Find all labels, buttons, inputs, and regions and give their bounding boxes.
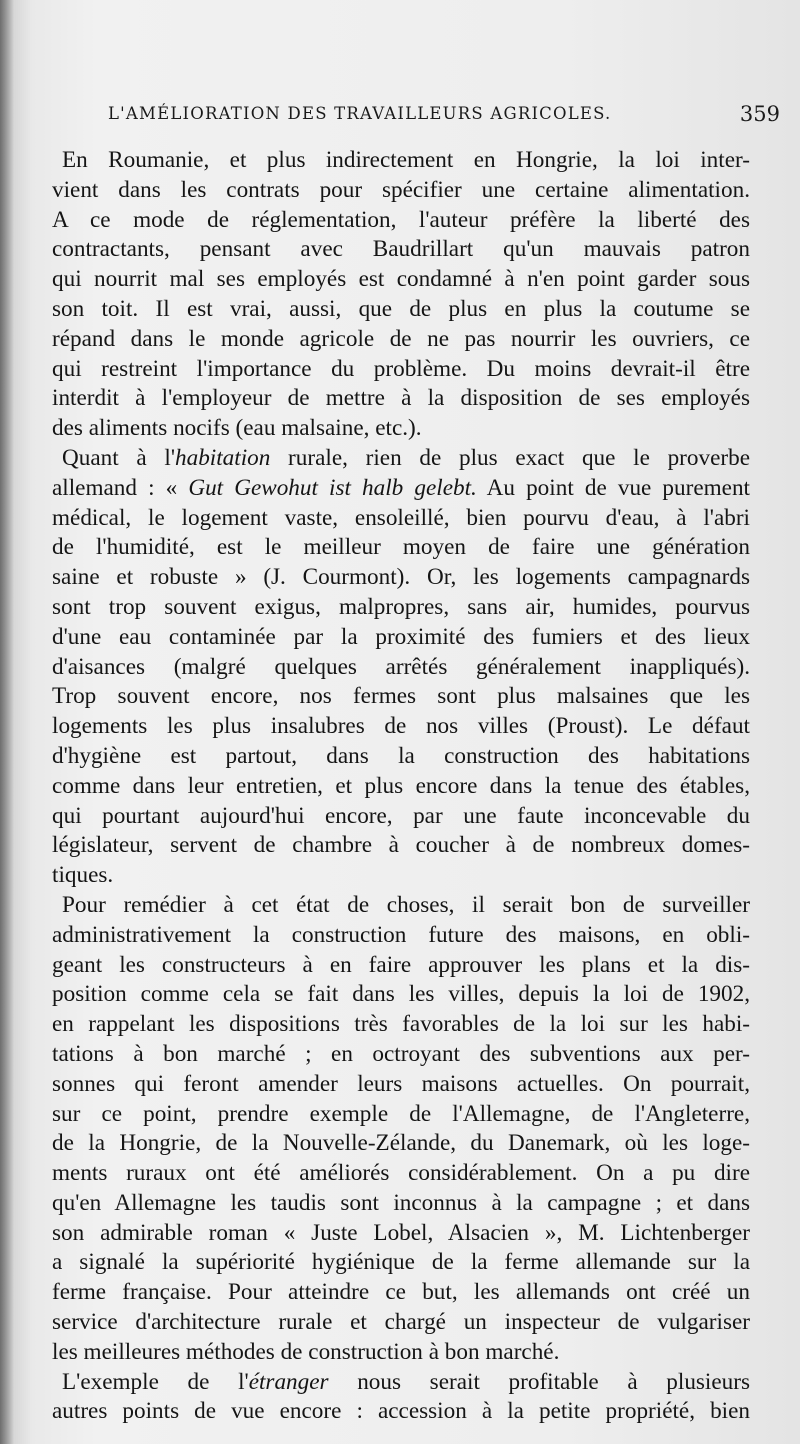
text-line: service d'architecture rurale et chargé un inspecteur de vulgariser	[52, 1309, 750, 1336]
text-line: A ce mode de réglementation, l'auteur préfère la liberté des	[52, 206, 750, 233]
text-line: sur ce point, prendre exemple de l'Allemagne, de l'Angleterre,	[52, 1100, 750, 1127]
italic-text: Gut Gewohut ist halb gelebt.	[188, 474, 477, 501]
text-line: législateur, servent de chambre à coucher à de nombreux domes-	[52, 832, 750, 859]
italic-text: étranger	[248, 1368, 329, 1395]
text-line	[52, 1368, 750, 1398]
running-head	[108, 100, 788, 130]
text-line: qui restreint l'importance du problème. Du moins devrait-il être	[52, 355, 750, 382]
text-line: son toit. Il est vrai, aussi, que de plus en plus la coutume se	[52, 295, 750, 322]
text-line: de la Hongrie, de la Nouvelle-Zélande, du Danemark, où les loge-	[52, 1130, 750, 1157]
running-head-title: L'AMÉLIORATION DES TRAVAILLEURS AGRICOLES.	[108, 104, 612, 123]
text-segment: L'exemple de l'	[62, 1368, 249, 1395]
text-line: qui pourtant aujourd'hui encore, par une faute inconcevable du	[52, 802, 750, 829]
text-line: qu'en Allemagne les taudis sont inconnus à la campagne ; et dans	[52, 1189, 750, 1216]
text-line: d'une eau contaminée par la proximité des fumiers et des lieux	[52, 623, 750, 650]
text-line: En Roumanie, et plus indirectement en Hongrie, la loi inter-	[62, 147, 750, 173]
text-line: Pour remédier à cet état de choses, il serait bon de surveiller	[62, 891, 750, 918]
text-line: sont trop souvent exigus, malpropres, sans air, humides, pourvus	[52, 593, 750, 620]
text-line: en rappelant les dispositions très favorables de la loi sur les habi-	[52, 1011, 750, 1038]
body-text	[52, 146, 750, 1427]
text-line: d'hygiène est partout, dans la construction des habitations	[52, 742, 750, 769]
text-line: d'aisances (malgré quelques arrêtés généralement inappliqués).	[52, 653, 750, 680]
text-line: comme dans leur entretien, et plus encore dans la tenue des étables,	[52, 772, 750, 799]
text-line: répand dans le monde agricole de ne pas nourrir les ouvriers, ce	[52, 325, 750, 352]
text-line	[52, 474, 750, 504]
page-number: 359	[739, 102, 780, 126]
text-line: geant les constructeurs à en faire approuver les plans et la dis-	[52, 951, 750, 978]
text-line: position comme cela se fait dans les villes, depuis la loi de 1902,	[52, 981, 750, 1008]
text-line: saine et robuste » (J. Courmont). Or, les logements campagnards	[52, 564, 750, 591]
text-line: ferme française. Pour atteindre ce but, les allemands ont créé un	[52, 1279, 750, 1306]
text-segment: nous serait profitable à plusieurs	[328, 1368, 751, 1395]
italic-text: habitation	[175, 444, 271, 471]
text-line: des aliments nocifs (eau malsaine, etc.).	[52, 415, 422, 442]
text-line: tiques.	[52, 862, 114, 889]
text-segment: rurale, rien de plus exact que le proverbe	[270, 444, 750, 471]
text-line: Trop souvent encore, nos fermes sont plus malsaines que les	[52, 683, 750, 710]
text-line: contractants, pensant avec Baudrillart qu'un mauvais patron	[52, 236, 750, 263]
text-line: sonnes qui feront amender leurs maisons actuelles. On pourrait,	[52, 1070, 750, 1097]
text-line: interdit à l'employeur de mettre à la disposition de ses employés	[52, 385, 750, 412]
text-line: de l'humidité, est le meilleur moyen de faire une génération	[52, 534, 750, 561]
text-segment: Au point de vue purement	[476, 474, 750, 501]
text-line: son admirable roman « Juste Lobel, Alsacien », M. Lichtenberger	[52, 1219, 750, 1246]
text-line	[52, 444, 750, 474]
text-line: tations à bon marché ; en octroyant des subventions aux per-	[52, 1040, 750, 1067]
text-line: a signalé la supériorité hygiénique de la ferme allemande sur la	[52, 1249, 750, 1276]
page-edge-shadow	[0, 0, 14, 1444]
text-segment: Quant à l'	[62, 444, 175, 471]
text-segment: allemand : «	[52, 474, 189, 501]
text-line: qui nourrit mal ses employés est condamné à n'en point garder sous	[52, 266, 750, 293]
text-line: médical, le logement vaste, ensoleillé, bien pourvu d'eau, à l'abri	[52, 504, 750, 531]
text-line: administrativement la construction future des maisons, en obli-	[52, 921, 750, 948]
text-line: autres points de vue encore : accession à la petite propriété, bien	[52, 1398, 750, 1425]
text-line: logements les plus insalubres de nos villes (Proust). Le défaut	[52, 713, 750, 740]
text-line: vient dans les contrats pour spécifier une certaine alimentation.	[52, 176, 750, 203]
text-line: ments ruraux ont été améliorés considérablement. On a pu dire	[52, 1160, 750, 1187]
text-line: les meilleures méthodes de construction à bon marché.	[52, 1338, 560, 1365]
